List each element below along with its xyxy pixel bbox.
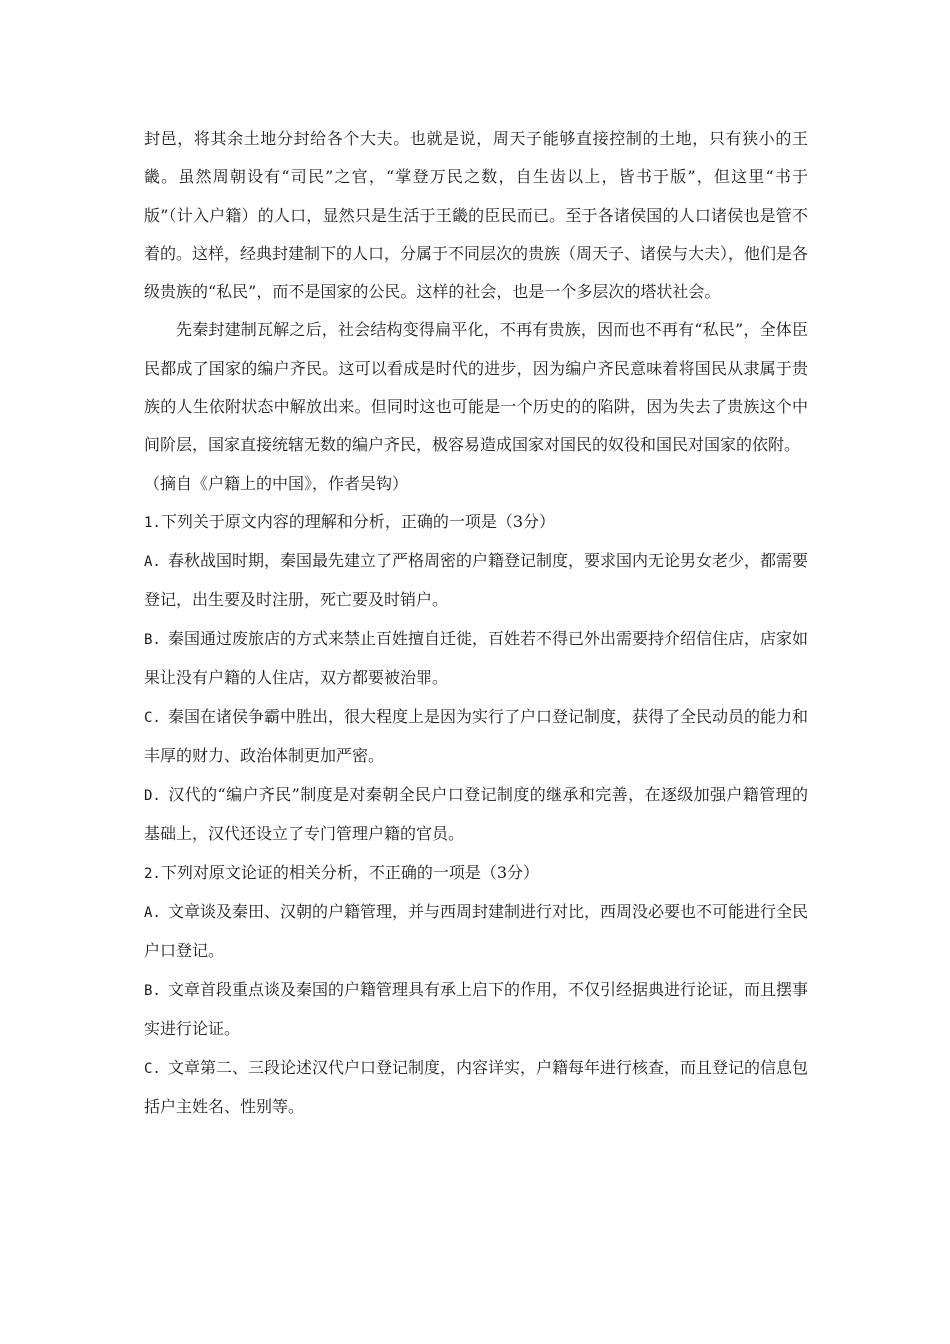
question-1-option-c	[144, 698, 808, 776]
question-1-number: 1.	[144, 514, 161, 531]
question-2-text: 下列对原文论证的相关分析，不正确的一项是（3分）	[160, 862, 540, 882]
option-text: 文章第二、三段论述汉代户口登记制度，内容详实，户籍每年进行核查，而且登记的信息包括户主姓名、性别等。	[144, 1057, 808, 1117]
question-2-option-a	[144, 893, 808, 971]
question-2-option-b	[144, 971, 808, 1049]
option-text: 文章谈及秦田、汉朝的户籍管理，并与西周封建制进行对比，西周没必要也不可能进行全民户口登记。	[144, 901, 808, 961]
option-text: 文章首段重点谈及秦国的户籍管理具有承上启下的作用，不仅引经据典进行论证，而且摆事实进行论证。	[144, 979, 808, 1039]
passage-source: （摘自《户籍上的中国》，作者吴钩）	[144, 473, 409, 493]
option-label: B.	[144, 631, 161, 648]
question-1-option-b	[144, 620, 808, 698]
passage-paragraph-2: 先秦封建制瓦解之后，社会结构变得扁平化，不再有贵族，因而也不再有“私民”，全体臣民都成了国家的编户齐民。这可以看成是时代的进步，因为编户齐民意味着将国民从隶属于贵族的人生依附状态中解放出来。但同时这也可能是一个历史的的陷阱，因为失去了贵族这个中间阶层，国家直接统辖无数的编户齐民，极容易造成国家对国民的奴役和国民对国家的依附。	[144, 320, 808, 455]
option-label: D.	[144, 787, 161, 804]
option-text: 秦国通过废旅店的方式来禁止百姓擅自迁徙，百姓若不得已外出需要持介绍信住店，店家如果让没有户籍的人住店，双方都要被治罪。	[144, 628, 808, 688]
question-1-option-a	[144, 542, 808, 620]
option-text: 汉代的“编户齐民”制度是对秦朝全民户口登记制度的继承和完善，在逐级加强户籍管理的基础上，汉代还设立了专门管理户籍的官员。	[144, 784, 808, 844]
option-label: A.	[144, 904, 161, 921]
question-2-option-c	[144, 1049, 808, 1127]
passage-paragraph-1: 封邑，将其余土地分封给各个大夫。也就是说，周天子能够直接控制的土地，只有狭小的王畿。虽然周朝设有“司民”之官，“掌登万民之数，自生齿以上，皆书于版”，但这里“书于版”（计入户籍）的人口，显然只是生活于王畿的臣民而已。至于各诸侯国的人口诸侯也是管不着的。这样，经典封建制下的人口，分属于不同层次的贵族（周天子、诸侯与大夫），他们是各级贵族的“私民”，而不是国家的公民。这样的社会，也是一个多层次的塔状社会。	[144, 129, 809, 302]
option-label: A.	[144, 553, 161, 570]
option-label: B.	[144, 982, 161, 999]
option-label: C.	[144, 709, 161, 726]
question-1-stem	[144, 503, 808, 542]
option-label: C.	[144, 1060, 161, 1077]
question-2-stem	[144, 854, 808, 893]
option-text: 春秋战国时期，秦国最先建立了严格周密的户籍登记制度，要求国内无论男女老少，都需要登记，出生要及时注册，死亡要及时销户。	[144, 550, 808, 610]
question-2-number: 2.	[144, 865, 161, 882]
question-1-text: 下列关于原文内容的理解和分析，正确的一项是（3分）	[160, 511, 556, 531]
option-text: 秦国在诸侯争霸中胜出，很大程度上是因为实行了户口登记制度，获得了全民动员的能力和丰厚的财力、政治体制更加严密。	[144, 706, 808, 766]
document-content	[144, 120, 808, 1127]
question-1-option-d	[144, 776, 808, 854]
